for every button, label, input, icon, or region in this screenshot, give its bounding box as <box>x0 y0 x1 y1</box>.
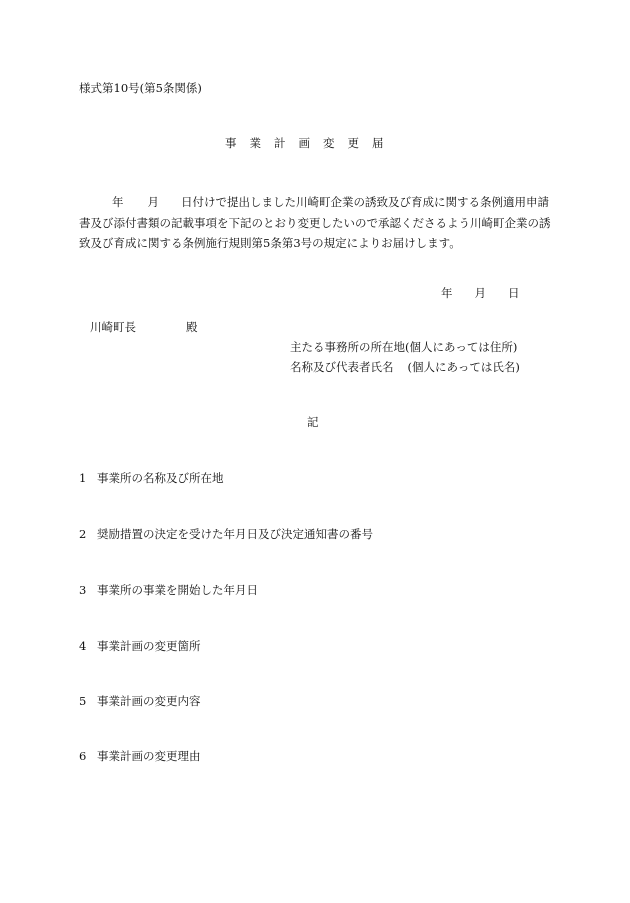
date-day: 日 <box>508 286 520 300</box>
form-number: 様式第10号(第5条関係) <box>79 81 202 95</box>
item-label: 事業計画の変更内容 <box>97 694 201 708</box>
body-month: 月 <box>147 195 159 209</box>
addressee-name: 川崎町長 <box>90 320 136 334</box>
addressee <box>90 322 198 334</box>
body-paragraph <box>79 192 559 254</box>
applicant-name-label: 名称及び代表者氏名 <box>290 360 394 374</box>
date-month: 月 <box>474 286 486 300</box>
date-line <box>441 288 520 300</box>
body-text: 日付けで提出しました川崎町企業の誘致及び育成に関する条例適用申請書及び添付書類の記載事項を下記のとおり変更したいので承認くださるよう川崎町企業の誘致及び育成に関する条例施行規則第5条第3号の規定によりお届けします。 <box>79 195 551 250</box>
item-6 <box>79 751 201 763</box>
applicant-address-label: 主たる事務所の所在地(個人にあっては住所) <box>290 340 518 354</box>
addressee-honorific: 殿 <box>186 320 198 334</box>
item-number: 3 <box>79 583 87 597</box>
item-3 <box>79 585 258 597</box>
item-number: 6 <box>79 749 87 763</box>
applicant-name-note: (個人にあっては氏名) <box>407 360 520 374</box>
item-number: 1 <box>79 471 87 485</box>
item-1 <box>79 473 224 485</box>
item-label: 事業所の名称及び所在地 <box>97 471 224 485</box>
item-2 <box>79 529 373 541</box>
item-number: 4 <box>79 639 87 653</box>
item-label: 事業計画の変更箇所 <box>97 639 201 653</box>
date-year: 年 <box>441 286 453 300</box>
body-year: 年 <box>112 195 124 209</box>
applicant-name-line <box>290 362 520 374</box>
ki-heading: 記 <box>307 415 319 429</box>
item-5 <box>79 696 201 708</box>
item-number: 2 <box>79 527 87 541</box>
item-4 <box>79 641 201 653</box>
item-label: 事業計画の変更理由 <box>97 749 201 763</box>
document-title: 事業計画変更届 <box>225 136 397 150</box>
item-number: 5 <box>79 694 87 708</box>
item-label: 事業所の事業を開始した年月日 <box>97 583 258 597</box>
item-label: 奨励措置の決定を受けた年月日及び決定通知書の番号 <box>97 527 373 541</box>
